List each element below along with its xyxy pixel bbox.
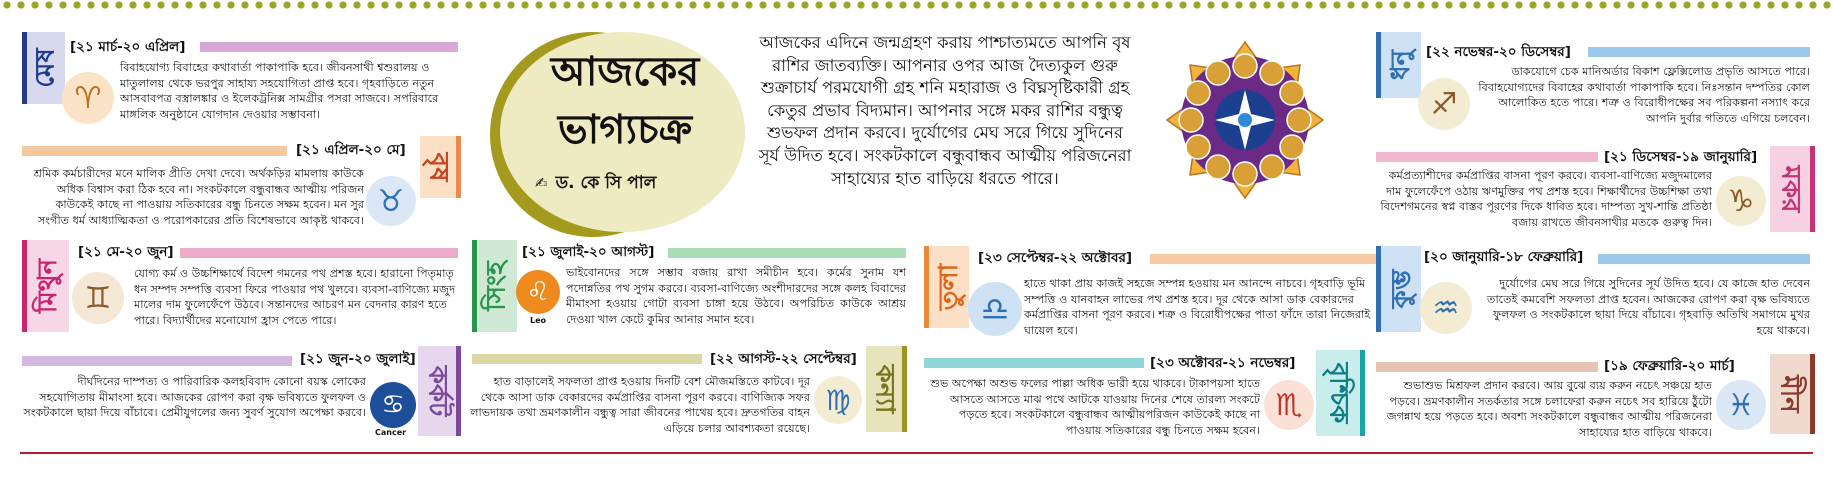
- sign-range-tula: [২৩ সেপ্টেম্বর-২২ অক্টোবর]: [978, 250, 1133, 266]
- sign-tab-meen: [1770, 354, 1815, 434]
- cancer-icon: ♋: [370, 382, 416, 428]
- sign-bar-kanya: [472, 354, 702, 364]
- sign-range-makar: [২১ ডিসেম্বর-১৯ জানুয়ারি]: [1604, 149, 1758, 165]
- sign-bar-mithun: [180, 248, 458, 258]
- sign-range-mithun: [২১ মে-২০ জুন]: [78, 244, 174, 260]
- sign-name-dhanu: ধনু: [1386, 49, 1416, 81]
- sign-text-kumbha: দুর্যোগের মেঘ সরে গিয়ে সুদিনের সূর্য উদিত হবে। যে কাজে হাত দেবেন তাতেই কমবেশি সফলতা প্রাপ্ত হবেন। আজকের রোপণ করা বৃক্ষ ভবিষ্যতে ফুলফল ও সংকটকালে ছায়া দিয়ে বাঁচাবে। গৃহবাড়ি অতিথি সমাগমে মুখর হয়ে থাকবে।: [1487, 277, 1810, 337]
- sign-tab-makar: [1770, 146, 1815, 232]
- sign-text-kanya: হাত বাড়ালেই সফলতা প্রাপ্ত হওয়ায় দিনটি বেশ মৌজমস্তিতে কাটবে। দূর থেকে আসা ডাক বেকারদের কর্মপ্রাপ্তির বাসনা পূরণ করবে। বাণিজ্যিক সফর লাভদায়ক তথা ভ্রমণকালীন বন্ধুত্ব সারা জীবনের পাথেয় হবে। দ্রুতগতির বাহন এড়িয়ে চলার আবশ্যকতা রয়েছে।: [470, 375, 810, 435]
- bottom-rule: [20, 452, 1813, 454]
- sign-tab-brishchik: [1316, 350, 1365, 436]
- twins-icon: ♊: [72, 272, 124, 324]
- sign-name-brishchik: বৃশ্চিক: [1323, 362, 1354, 424]
- sign-bar-kumbha: [1598, 254, 1810, 264]
- sign-name-meen: মীন: [1775, 375, 1805, 413]
- fish-icon: ♓: [1716, 380, 1766, 430]
- sign-tab-singha: [472, 240, 517, 332]
- sign-bar-karkat: [22, 356, 292, 366]
- archer-icon: ♐: [1418, 78, 1470, 130]
- sign-name-kanya: কন্যা: [869, 364, 900, 414]
- sign-range-brishchik: [২৩ অক্টোবর-২১ নভেম্বর]: [1150, 355, 1296, 371]
- leo-label: Leo: [530, 316, 547, 325]
- sign-range-mesh: [২১ মার্চ-২০ এপ্রিল]: [70, 39, 186, 55]
- sign-range-meen: [১৯ ফেব্রুয়ারি-২০ মার্চ]: [1604, 358, 1735, 374]
- sign-text-karkat: দীর্ঘদিনের দাম্পত্য ও পারিবারিক কলহবিবাদ কোনো বয়স্ক লোকের সহযোগিতায় মীমাংসা হবে। আজকের রোপণ করা বৃক্ষ ভবিষ্যতে ফুলফল ও সংকটকালে ছায়া দিয়ে বাঁচাবে। প্রেমীযুগলের জন্য সুবর্ণ সুযোগ অপেক্ষা করবে।: [23, 375, 366, 420]
- cancer-label: Cancer: [375, 428, 407, 437]
- sign-bar-dhanu: [1588, 47, 1810, 57]
- sign-text-dhanu: ডাকযোগে চেক মানিঅর্ডার বিকাশ ফ্লেক্সিলোড প্রভৃতি আসতে পারে। বিবাহযোগ্যদের বিবাহের কথাবার্তা পাকাপাকি হবে। নিঃসন্তান দম্পতির কোল আলোকিত হতে পারে। শত্রু ও বিরোধীপক্ষের সব পরিকল্পনা নস্যাৎ করে আপনি দুর্বার গতিতে এগিয়ে চলবেন।: [1478, 65, 1810, 125]
- virgo-icon: ♍: [814, 376, 862, 424]
- sign-range-kanya: [২২ আগস্ট-২২ সেপ্টেম্বর]: [710, 351, 857, 367]
- sign-tab-karkat: [418, 346, 461, 436]
- scorpion-icon: ♏: [1264, 380, 1314, 430]
- sign-name-mithun: মিথুন: [33, 258, 64, 314]
- page-title-line1: আজকের: [550, 48, 700, 95]
- sign-tab-dhanu: [1376, 32, 1421, 98]
- page-title-line2: ভাগ্যচক্র: [557, 106, 693, 153]
- sign-tab-tula: [924, 246, 969, 328]
- sign-bar-makar: [1376, 152, 1598, 162]
- sign-text-tula: হাতে থাকা প্রায় কাজই সহজে সম্পন্ন হওয়ায় মন আনন্দে নাচবে। গৃহবাড়ি ভূমি সম্পত্তি ও যানবাহন লাভের পথ প্রশস্ত হবে। দূর থেকে আসা ডাক বেকারদের কর্মপ্রাপ্তির বাসনা পূরণ করবে। শত্রু ও বিরোধীপক্ষের পাতা ফাঁদে তারা নিজেরাই ঘায়েল হবে।: [1024, 277, 1371, 337]
- sign-range-singha: [২১ জুলাই-২০ আগস্ট]: [522, 244, 655, 260]
- sign-name-mesh: মেষ: [31, 48, 62, 88]
- sign-text-meen: শুভাশুভ মিশ্রফল প্রদান করবে। আয় বুঝে ব্যয় করুন নচেৎ সঞ্চয়ে হাত পড়বে। ভ্রমণকালীন সতর্কতার সঙ্গে চলাফেরা করুন নচেৎ সব হারিয়ে ঠুঁটো জগন্নাথ হয়ে পড়তে হবে। অবশ্য সংকটকালে বন্ধুবান্ধব আত্মীয় পরিজনেরা সাহায্যের হাত বাড়িয়ে থাকবে।: [1386, 379, 1712, 439]
- sign-name-tula: তুলা: [934, 263, 965, 311]
- intro-paragraph: আজকের এদিনে জন্মগ্রহণ করায় পাশ্চাত্যমতে আপনি বৃষ রাশির জাতব্যক্তি। আপনার ওপর আজ দৈত্যকুল গুরু শুক্রাচার্য পরমযোগী গ্রহ শনি মহারাজ ও বিঘ্নসৃষ্টিকারী গ্রহ কেতুর প্রভাব বিদ্যমান। আপনার সঙ্গে মকর রাশির বন্ধুত্ব শুভফল প্রদান করবে। দুর্যোগের মেঘ সরে গিয়ে সুদিনের সূর্য উদিত হবে। সংকটকালে বন্ধুবান্ধব আত্মীয় পরিজনেরা সাহায্যের হাত বাড়িয়ে ধরতে পারে।: [758, 33, 1132, 188]
- sign-text-singha: ভাইবোনদের সঙ্গে সম্ভাব বজায় রাখা সমীচীন হবে। কর্মের সুনাম যশ পদোন্নতির পথ সুগম করবে। ব্যবসা-বাণিজ্যে অংশীদারদের সঙ্গে কলহ বিবাদের মীমাংসা হওয়ায় গোটা ব্যবসা চাঙ্গা হয়ে উঠবে। অপরিচিত কাউকে আশ্রয় দেওয়া খাল কেটে কুমির আনার সমান হবে।: [566, 266, 906, 326]
- ram-icon: ♈: [62, 72, 114, 124]
- author-name: ড. কে সি পাল: [555, 173, 657, 193]
- sign-bar-mesh: [200, 42, 458, 52]
- sign-tab-mesh: [22, 32, 65, 104]
- aquarius-icon: ♒: [1420, 282, 1472, 334]
- sign-name-brish: বৃষ: [423, 152, 453, 182]
- libra-icon: ♎: [968, 282, 1022, 336]
- capricorn-icon: ♑: [1716, 176, 1766, 226]
- pen-icon: ✍: [535, 174, 548, 192]
- sign-text-mithun: যোগ্য কর্ম ও উচ্চশিক্ষার্থে বিদেশ গমনের পথ প্রশস্ত হবে। হারানো পিতৃমাতৃ ধন সম্পদ সম্পত্তি ব্যবসা ফিরে পাওয়ার পথ খুলবে। ব্যবসা-বাণিজ্যে মজুদ মালের দাম ফুলেফেঁপে উঠবে। সন্তানদের আচরণ মন বেদনার কারণ হতে পারে। বিদ্যার্থীদের মনোযোগ হ্রাস পেতে পারে।: [134, 267, 456, 327]
- sign-range-kumbha: [২০ জানুয়ারি-১৮ ফেব্রুয়ারি]: [1424, 249, 1584, 265]
- sign-name-kumbha: কুম্ভ: [1386, 269, 1416, 309]
- sign-bar-tula: [1150, 254, 1400, 264]
- sign-bar-meen: [1376, 362, 1598, 372]
- sign-name-makar: মকর: [1775, 165, 1805, 213]
- sign-text-brish: শ্রমিক কর্মচারীদের মনে মালিক প্রীতি দেখা দেবে। অর্থকড়ির মামলায় কাউকে অধিক বিশ্বাস করা ঠিক হবে না। সংকটকালে বন্ধুবান্ধব আত্মীয় পরিজন কাউকেই কাছে না পাওয়ায় সতিকারের বন্ধু চিনতে সক্ষম হবেন। মন সুর সংগীত ধর্ম আধ্যাত্মিকতা ও পরোপকারের প্রতি বিশেষভাবে আকৃষ্ট থাকবে।: [33, 167, 364, 227]
- sign-name-singha: সিংহ: [482, 261, 512, 311]
- author-byline: [535, 170, 735, 198]
- lion-icon: ♌: [516, 270, 560, 314]
- sign-text-mesh: বিবাহযোগ্য বিবাহের কথাবার্তা পাকাপাকি হবে। জীবনসাথী শ্বশুরালয় ও মাতুলালয় থেকে ভরপুর সাহায্য সহযোগিতা প্রাপ্ত হবে। গৃহবাড়িতে নতুন আসবাবপত্র বস্ত্রালঙ্কার ও ইলেকট্রনিক্স সামগ্রীর পসরা সাজবে। সপরিবারে মাঙ্গলিক অনুষ্ঠানে যোগদান দেওয়ার সম্ভাবনা।: [120, 61, 439, 121]
- sign-text-makar: কর্মপ্রত্যাশীদের কর্মপ্রাপ্তির বাসনা পূরণ করবে। ব্যবসা-বাণিজ্যে মজুদমালের দাম ফুলেফেঁপে ওঠায় ঋণমুক্তির পথ প্রশস্ত হবে। শিক্ষার্থীদের উচ্চশিক্ষা তথা বিদেশগমনের স্বপ্ন বাস্তব পূরণের দিকে ধাবিত হবে। দাম্পত্য সুখ-শান্তি প্রতিষ্ঠা বজায় রাখতে জীবনসাথীর মতকে গুরুত্ব দিন।: [1380, 169, 1712, 229]
- sign-tab-kanya: [866, 346, 907, 432]
- sign-bar-brishchik: [924, 358, 1144, 368]
- sign-bar-singha: [668, 248, 906, 258]
- sign-bar-brish: [22, 146, 287, 156]
- sign-range-dhanu: [২২ নভেম্বর-২০ ডিসেম্বর]: [1426, 44, 1571, 60]
- sign-tab-mithun: [22, 240, 69, 332]
- zodiac-wheel-icon: [1165, 40, 1325, 200]
- sign-text-brishchik: শুভ অপেক্ষা অশুভ ফলের পাল্লা অধিক ভারী হয়ে থাকবে। টাকাপয়সা হাতে আসতে আসতে মাঝ পথে আটকে যাওয়ায় দিনের শেষে তারল্য সংকটে পড়তে হবে। সংকটকালে বন্ধুবান্ধব আত্মীয়পরিজন কাউকেই কাছে না পাওয়ায় সতিকারের বন্ধু চিনতে সক্ষম হবেন।: [930, 377, 1260, 437]
- sign-tab-brish: [420, 136, 461, 198]
- bull-icon: ♉: [366, 176, 416, 226]
- sign-name-karkat: কর্কট: [422, 365, 453, 417]
- sign-range-karkat: [২১ জুন-২০ জুলাই]: [300, 351, 416, 367]
- sign-range-brish: [২১ এপ্রিল-২০ মে]: [296, 142, 406, 158]
- dotted-border: [0, 0, 1833, 10]
- sign-tab-kumbha: [1376, 246, 1421, 332]
